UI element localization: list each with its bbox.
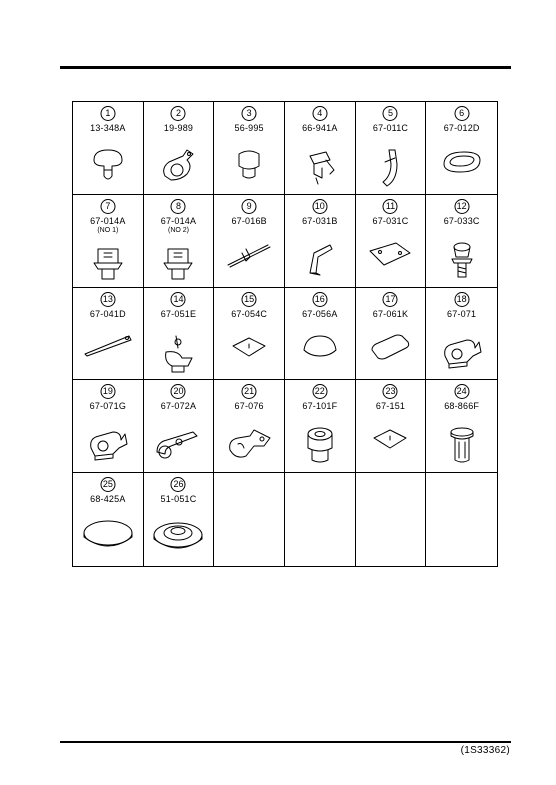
connector-clip-icon [160,241,196,290]
part-cell [73,380,144,473]
hose-clamp-icon [157,146,199,191]
bracket-icon [300,239,340,284]
pad-icon [370,424,410,459]
parts-table [72,101,498,567]
disc-icon [80,517,136,558]
part-cell [144,195,215,288]
part-number: 12 [454,199,469,214]
part-cell [214,380,285,473]
part-code: 67-101F [302,401,338,412]
part-number: 14 [171,292,186,307]
part-variant: (NO 1) [97,226,119,234]
part-number: 9 [242,199,257,214]
part-number: 17 [383,292,398,307]
part-number: 26 [171,477,186,492]
part-variant: (NO 2) [167,226,189,234]
pad-rounded-icon [368,332,412,367]
part-code: 67-071 [447,308,477,319]
plate-icon [366,239,414,274]
part-number: 4 [312,106,327,121]
cap-icon [300,332,340,367]
part-number: 21 [242,384,257,399]
part-cell [73,288,144,381]
part-cell [285,380,356,473]
grommet-oval-icon [440,146,484,181]
harness-clip-icon [439,332,485,377]
part-cell [144,473,215,566]
part-number: 13 [100,292,115,307]
part-code: 66-941A [302,123,338,133]
part-code: 51-051C [160,494,197,505]
part-code: 67-016B [231,215,267,226]
part-cell [356,195,427,288]
socket-icon [302,424,338,473]
screw-clip-icon [446,239,478,288]
part-cell [356,102,427,195]
part-cell [285,288,356,381]
part-cell [426,102,497,195]
grommet-ring-icon [150,517,206,558]
part-code: 67-054C [231,308,268,319]
part-cell [426,195,497,288]
part-number: 3 [242,106,257,121]
part-code: 67-151 [375,401,406,412]
empty-cell [356,473,427,566]
part-cell [73,473,144,566]
part-cell [285,102,356,195]
part-cell [73,195,144,288]
part-code: 67-072A [160,401,197,412]
header-rule [60,66,511,69]
part-number: 22 [312,384,327,399]
harness-clip-icon [85,424,131,469]
part-number: 19 [100,384,115,399]
part-number: 1 [100,106,115,121]
part-number: 24 [454,384,469,399]
part-number: 6 [454,106,469,121]
part-cell [214,195,285,288]
wire-band-icon [224,239,274,274]
part-number: 18 [454,292,469,307]
part-code: 67-012D [443,123,480,133]
part-cell [144,102,215,195]
part-cell [144,288,215,381]
plug-icon [231,146,267,191]
connector-clip-icon [90,241,126,290]
document-reference: (1S33362) [460,745,510,756]
strap-icon [81,332,135,363]
part-code: 67-076 [234,401,264,412]
push-clip-icon [88,146,128,191]
part-code: 67-056A [302,308,338,319]
part-number: 10 [312,199,327,214]
part-number: 7 [100,199,115,214]
part-cell [426,288,497,381]
part-cell [214,288,285,381]
empty-cell [285,473,356,566]
part-code: 67-011C [372,123,409,133]
fastener-icon [447,424,477,473]
band-icon [375,146,405,195]
part-code: 67-041D [89,308,126,319]
pad-icon [229,332,269,367]
part-code: 13-348A [90,123,126,133]
part-number: 2 [171,106,186,121]
part-code: 67-051E [160,308,197,319]
part-code: 67-033C [443,215,480,226]
part-cell [73,102,144,195]
part-code: 67-031C [372,215,409,226]
part-cell [214,102,285,195]
empty-cell [426,473,497,566]
part-number: 5 [383,106,398,121]
part-cell [285,195,356,288]
part-code: 67-014A [160,215,197,226]
part-code: 67-014A [90,215,126,226]
part-cell [426,380,497,473]
part-number: 16 [312,292,327,307]
tie-clip-icon [153,424,203,469]
part-code: 68-425A [90,494,126,505]
wire-clip-icon [300,146,340,191]
part-code: 67-061K [372,308,409,319]
part-code: 56-995 [234,123,264,133]
part-code: 67-071G [89,401,127,412]
part-code: 68-866F [444,401,480,412]
part-cell [144,380,215,473]
part-code: 67-031B [302,215,338,226]
part-number: 23 [383,384,398,399]
part-number: 15 [242,292,257,307]
part-number: 11 [383,199,398,214]
part-number: 25 [100,477,115,492]
part-code: 19-989 [163,123,194,133]
clamp-tie-icon [158,332,198,381]
bracket-clip-icon [224,424,274,469]
part-cell [356,380,427,473]
part-number: 20 [171,384,186,399]
footer-rule [60,741,511,743]
part-cell [356,288,427,381]
empty-cell [214,473,285,566]
part-number: 8 [171,199,186,214]
